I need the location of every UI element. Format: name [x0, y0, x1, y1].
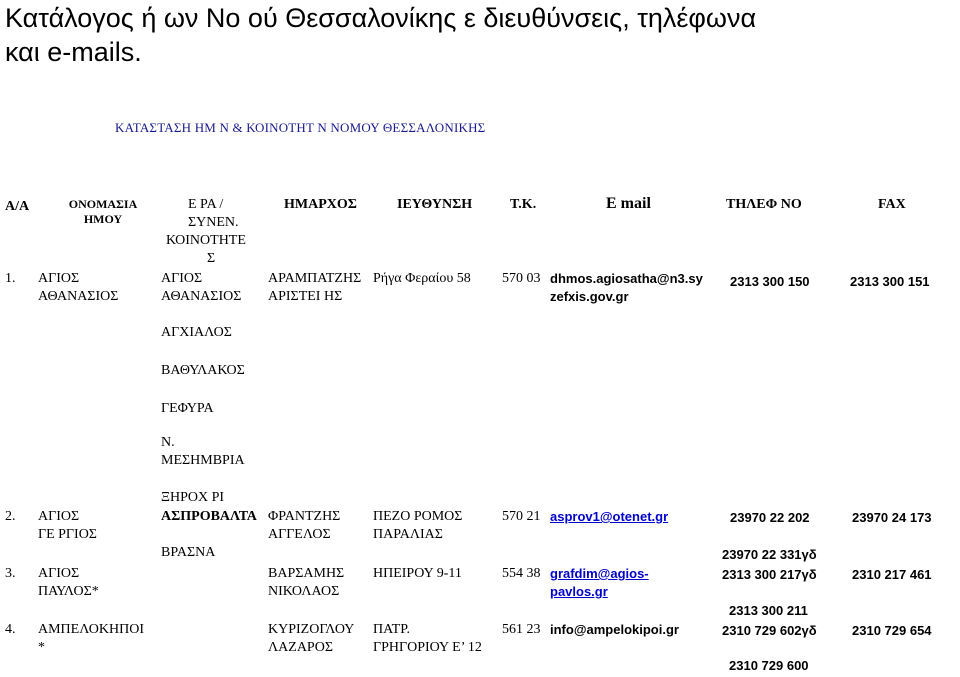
row1-email-l1[interactable]: dhmos.agiosatha@n3.sy [550, 271, 703, 286]
row4-tk: 561 23 [502, 622, 541, 637]
row4-name-l2: * [38, 640, 45, 655]
row1-mayor-l1: ΑΡΑΜΠΑΤΖΗΣ [268, 271, 362, 286]
header-ep-l4: Σ [207, 251, 216, 266]
document-title-line2: και e-mails. [5, 37, 142, 67]
row1-phone: 2313 300 150 [730, 274, 810, 289]
settlement-n-mesimvria-l1: Ν. [161, 435, 175, 450]
row4-phone-l1: 2310 729 602γδ [722, 623, 817, 638]
header-mayor: ΗΜΑΡΧΟΣ [284, 197, 357, 212]
row2-address-l2: ΠΑΡΑΛΙΑΣ [373, 527, 443, 542]
header-ep-l1: Ε ΡΑ / [188, 197, 224, 212]
row2-address-l1: ΠΕΖΟ ΡΟΜΟΣ [373, 509, 463, 524]
row2-phone-l2: 23970 22 331γδ [722, 547, 817, 562]
header-name-l2: ΗΜΟΥ [83, 212, 123, 226]
document-title-line1: Κατάλογος ή ων Νο ού Θεσσαλονίκης ε διευθύνσεις, τηλέφωνα [5, 3, 757, 33]
header-tk: Τ.Κ. [510, 197, 537, 212]
row3-aa: 3. [5, 566, 16, 581]
row2-phone-l1: 23970 22 202 [730, 510, 810, 525]
header-ep-l3: ΚΟΙΝΟΤΗΤΕ [166, 233, 246, 248]
row3-tk: 554 38 [502, 566, 541, 581]
row2-ep-l2: ΒΡΑΣΝΑ [161, 545, 216, 560]
document-subtitle: ΚΑΤΑΣΤΑΣΗ ΗΜ Ν & ΚΟΙΝΟΤΗΤ Ν ΝΟΜΟΥ ΘΕΣΣΑΛΟΝΙΚΗΣ [115, 120, 486, 135]
header-fax: FAX [878, 197, 906, 212]
row4-aa: 4. [5, 622, 16, 637]
row1-fax: 2313 300 151 [850, 274, 930, 289]
header-phone: ΤΗΛΕΦ ΝΟ [726, 197, 802, 212]
settlement-agchialos: ΑΓΧΙΑΛΟΣ [161, 325, 232, 340]
settlement-xirochori: ΞΗΡΟΧ ΡΙ [161, 490, 225, 505]
row1-name-l2: ΑΘΑΝΑΣΙΟΣ [38, 289, 119, 304]
row2-tk: 570 21 [502, 509, 541, 524]
row1-ep-l1: ΑΓΙΟΣ [161, 271, 203, 286]
row3-fax: 2310 217 461 [852, 567, 932, 582]
row3-email-link-l1[interactable]: grafdim@agios- [550, 566, 649, 581]
row3-mayor-l2: ΝΙΚΟΛΑΟΣ [268, 584, 340, 599]
row2-name-l2: ΓΕ ΡΓΙΟΣ [38, 527, 97, 542]
row4-fax: 2310 729 654 [852, 623, 932, 638]
row2-ep-l1: ΑΣΠΡΟΒΑΛΤΑ [161, 509, 257, 524]
row2-aa: 2. [5, 509, 16, 524]
row3-email-link-l2[interactable]: pavlos.gr [550, 584, 608, 599]
row4-address-l1: ΠΑΤΡ. [373, 622, 410, 637]
row1-aa: 1. [5, 271, 16, 286]
row3-phone-l2: 2313 300 211 [729, 603, 808, 618]
row1-email-l2[interactable]: zefxis.gov.gr [550, 289, 629, 304]
row2-mayor-l1: ΦΡΑΝΤΖΗΣ [268, 509, 341, 524]
row1-mayor-l2: ΑΡΙΣΤΕΙ ΗΣ [268, 289, 343, 304]
settlement-n-mesimvria-l2: ΜΕΣΗΜΒΡΙΑ [161, 453, 245, 468]
row1-address: Ρήγα Φεραίου 58 [373, 271, 471, 286]
row4-name-l1: ΑΜΠΕΛΟΚΗΠΟΙ [38, 622, 145, 637]
row4-mayor-l1: ΚΥΡΙΖΟΓΛΟΥ [268, 622, 355, 637]
settlement-vathylakos: ΒΑΘΥΛΑΚΟΣ [161, 363, 245, 378]
row4-phone-l2: 2310 729 600 [729, 658, 809, 673]
row2-mayor-l2: ΑΓΓΕΛΟΣ [268, 527, 331, 542]
row4-address-l2: ΓΡΗΓΟΡΙΟΥ Ε’ 12 [373, 640, 482, 655]
row2-fax: 23970 24 173 [852, 510, 932, 525]
header-email: E mail [606, 195, 651, 212]
header-address: ΙΕΥΘΥΝΣΗ [397, 197, 473, 212]
row3-name-l1: ΑΓΙΟΣ [38, 566, 80, 581]
row3-address: ΗΠΕΙΡΟΥ 9-11 [373, 566, 462, 581]
header-name-l1: ΟΝΟΜΑΣΙΑ [68, 197, 138, 211]
row3-name-l2: ΠΑΥΛΟΣ* [38, 584, 99, 599]
row3-phone-l1: 2313 300 217γδ [722, 567, 817, 582]
row3-mayor-l1: ΒΑΡΣΑΜΗΣ [268, 566, 345, 581]
header-ep-l2: ΣΥΝΕΝ. [188, 215, 239, 230]
row2-name-l1: ΑΓΙΟΣ [38, 509, 80, 524]
header-aa: Α/Α [5, 199, 30, 214]
row1-name-l1: ΑΓΙΟΣ [38, 271, 80, 286]
row4-email[interactable]: info@ampelokipoi.gr [550, 622, 679, 637]
row1-ep-l2: ΑΘΑΝΑΣΙΟΣ [161, 289, 242, 304]
settlement-gefyra: ΓΕΦΥΡΑ [161, 401, 214, 416]
row1-tk: 570 03 [502, 271, 541, 286]
row4-mayor-l2: ΛΑΖΑΡΟΣ [268, 640, 333, 655]
row2-email-link[interactable]: asprov1@otenet.gr [550, 509, 669, 524]
